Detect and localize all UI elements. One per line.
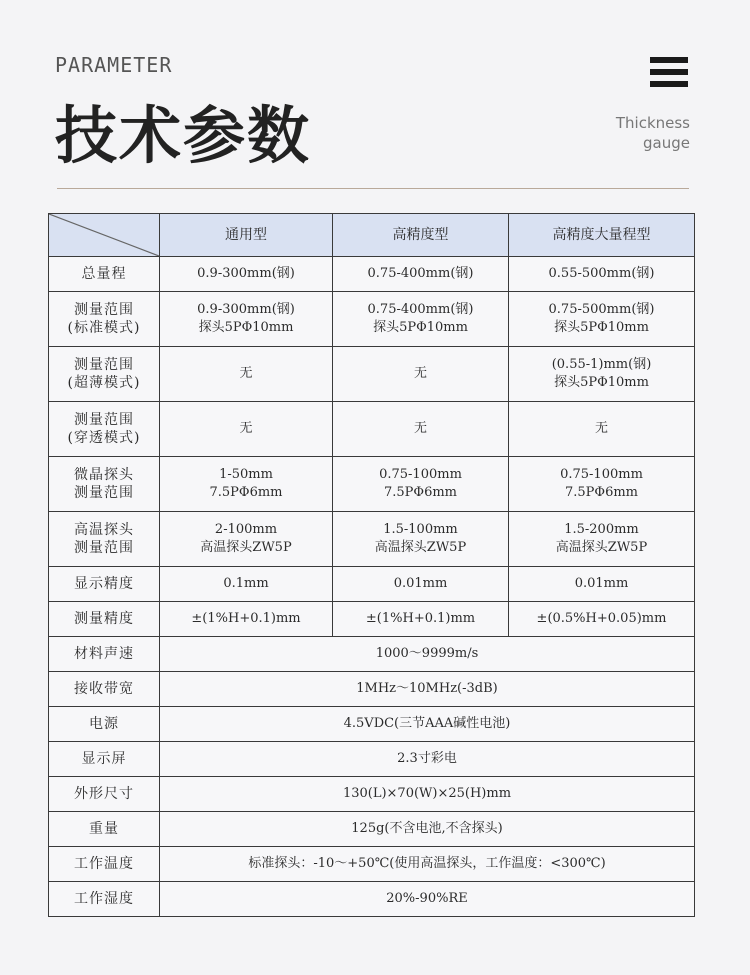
row-label xyxy=(49,292,160,347)
value-line: 0.1mm xyxy=(223,576,269,591)
value-line: 0.9-300mm(钢) xyxy=(197,266,295,281)
value-line: 0.55-500mm(钢) xyxy=(548,266,655,281)
row-label-line: 高温探头 xyxy=(74,522,134,538)
value-cell xyxy=(160,512,333,567)
value-cell xyxy=(160,292,333,347)
table-row xyxy=(49,812,695,847)
row-label xyxy=(49,882,160,917)
row-label-line: 显示屏 xyxy=(81,751,127,767)
row-label xyxy=(49,742,160,777)
row-label xyxy=(49,637,160,672)
row-label-line: 显示精度 xyxy=(74,576,134,592)
value-line: 探头5PΦ10mm xyxy=(373,320,468,335)
spec-table xyxy=(48,213,695,917)
value-line: 2-100mm xyxy=(214,522,278,537)
row-label xyxy=(49,512,160,567)
value-line: 高温探头ZW5P xyxy=(555,540,648,555)
row-label xyxy=(49,777,160,812)
table-row xyxy=(49,257,695,292)
value-cell xyxy=(509,402,695,457)
column-header: 通用型 xyxy=(160,214,333,257)
table-row xyxy=(49,347,695,402)
value-line: 1-50mm xyxy=(219,467,273,482)
value-line: ±(0.5%H+0.05)mm xyxy=(536,611,667,626)
value-cell xyxy=(333,257,509,292)
menu-icon[interactable] xyxy=(650,57,688,87)
row-label-line: 电源 xyxy=(89,716,119,732)
value-line: ±(1%H+0.1)mm xyxy=(191,611,301,626)
table-row xyxy=(49,777,695,812)
value-line: 高温探头ZW5P xyxy=(200,540,292,555)
value-line: 0.75-400mm(钢) xyxy=(367,266,474,281)
column-header: 高精度大量程型 xyxy=(509,214,695,257)
table-row xyxy=(49,882,695,917)
value-cell xyxy=(333,402,509,457)
row-label xyxy=(49,257,160,292)
value-line: 无 xyxy=(413,421,427,436)
row-label xyxy=(49,602,160,637)
table-row xyxy=(49,602,695,637)
row-label xyxy=(49,847,160,882)
product-label xyxy=(616,113,690,153)
value-cell xyxy=(509,512,695,567)
table-row xyxy=(49,402,695,457)
row-label xyxy=(49,812,160,847)
value-line: 1.5-100mm xyxy=(383,522,458,537)
value-line: 7.5PΦ6mm xyxy=(209,485,283,500)
value-line: 无 xyxy=(239,366,253,381)
table-row xyxy=(49,292,695,347)
value-cell xyxy=(333,602,509,637)
merged-value-cell: 20%-90%RE xyxy=(160,882,695,917)
row-label-line: (标准模式) xyxy=(67,320,141,336)
row-label-line: 测量精度 xyxy=(74,611,134,627)
value-cell xyxy=(333,512,509,567)
merged-value-cell: 标准探头：-10～+50℃(使用高温探头，工作温度：<300℃) xyxy=(160,847,695,882)
row-label xyxy=(49,672,160,707)
row-label-line: 微晶探头 xyxy=(74,467,134,483)
table-header-row xyxy=(49,214,695,257)
value-line: 0.75-100mm xyxy=(560,467,643,482)
value-cell xyxy=(509,602,695,637)
table-row xyxy=(49,742,695,777)
row-label-line: (穿透模式) xyxy=(67,430,141,446)
table-row xyxy=(49,512,695,567)
value-cell xyxy=(160,457,333,512)
value-cell xyxy=(333,292,509,347)
row-label xyxy=(49,707,160,742)
row-label-line: 工作湿度 xyxy=(74,891,134,907)
value-line: 无 xyxy=(239,421,253,436)
value-line: 高温探头ZW5P xyxy=(374,540,467,555)
value-line: 0.75-500mm(钢) xyxy=(548,302,655,317)
row-label-line: 测量范围 xyxy=(74,357,134,373)
table-row xyxy=(49,457,695,512)
row-label xyxy=(49,567,160,602)
value-line: 探头5PΦ10mm xyxy=(554,375,649,390)
row-label-line: 工作温度 xyxy=(74,856,134,872)
value-cell xyxy=(333,567,509,602)
value-cell xyxy=(509,457,695,512)
merged-value-cell: 1000～9999m/s xyxy=(160,637,695,672)
table-row xyxy=(49,707,695,742)
value-line: 1.5-200mm xyxy=(564,522,639,537)
row-label-line: 外形尺寸 xyxy=(74,786,134,802)
row-label-line: 总量程 xyxy=(81,266,127,282)
value-cell xyxy=(509,257,695,292)
row-label xyxy=(49,402,160,457)
column-header: 高精度型 xyxy=(333,214,509,257)
table-row xyxy=(49,672,695,707)
row-label-line: 测量范围 xyxy=(74,485,134,501)
value-cell xyxy=(160,602,333,637)
table-row xyxy=(49,637,695,672)
value-line: 无 xyxy=(594,421,608,436)
row-label-line: 重量 xyxy=(89,821,119,837)
value-line: 0.75-100mm xyxy=(379,467,462,482)
value-line: (0.55-1)mm(钢) xyxy=(551,357,652,372)
row-label-line: 材料声速 xyxy=(74,646,134,662)
row-label xyxy=(49,457,160,512)
row-label-line: (超薄模式) xyxy=(67,375,141,391)
product-label-line1: Thickness xyxy=(615,114,690,132)
row-label-line: 接收带宽 xyxy=(74,681,134,697)
value-cell xyxy=(333,457,509,512)
page-title: 技术参数 xyxy=(55,99,312,172)
value-cell xyxy=(160,257,333,292)
value-cell xyxy=(509,567,695,602)
header-corner-cell xyxy=(49,214,160,257)
diagonal-line xyxy=(49,214,159,256)
value-cell xyxy=(160,347,333,402)
value-line: 探头5PΦ10mm xyxy=(198,320,294,335)
divider xyxy=(57,188,689,189)
section-eyebrow: PARAMETER xyxy=(55,53,173,77)
value-line: 0.75-400mm(钢) xyxy=(367,302,474,317)
table-row xyxy=(49,567,695,602)
table-row xyxy=(49,847,695,882)
value-line: 7.5PΦ6mm xyxy=(564,485,638,500)
row-label-line: 测量范围 xyxy=(74,302,134,318)
value-cell xyxy=(509,347,695,402)
merged-value-cell: 125g(不含电池,不含探头) xyxy=(160,812,695,847)
row-label-line: 测量范围 xyxy=(74,540,134,556)
merged-value-cell: 2.3寸彩电 xyxy=(160,742,695,777)
merged-value-cell: 4.5VDC(三节AAA碱性电池) xyxy=(160,707,695,742)
row-label-line: 测量范围 xyxy=(74,412,134,428)
merged-value-cell: 1MHz～10MHz(-3dB) xyxy=(160,672,695,707)
value-line: 探头5PΦ10mm xyxy=(554,320,649,335)
value-cell xyxy=(160,402,333,457)
merged-value-cell: 130(L)×70(W)×25(H)mm xyxy=(160,777,695,812)
value-line: 0.01mm xyxy=(393,576,448,591)
value-cell xyxy=(509,292,695,347)
product-label-line2: gauge xyxy=(643,134,690,152)
value-line: 0.9-300mm(钢) xyxy=(197,302,295,317)
value-line: 7.5PΦ6mm xyxy=(383,485,457,500)
value-cell xyxy=(160,567,333,602)
row-label xyxy=(49,347,160,402)
value-line: ±(1%H+0.1)mm xyxy=(365,611,476,626)
value-cell xyxy=(333,347,509,402)
value-line: 0.01mm xyxy=(574,576,629,591)
value-line: 无 xyxy=(413,366,427,381)
